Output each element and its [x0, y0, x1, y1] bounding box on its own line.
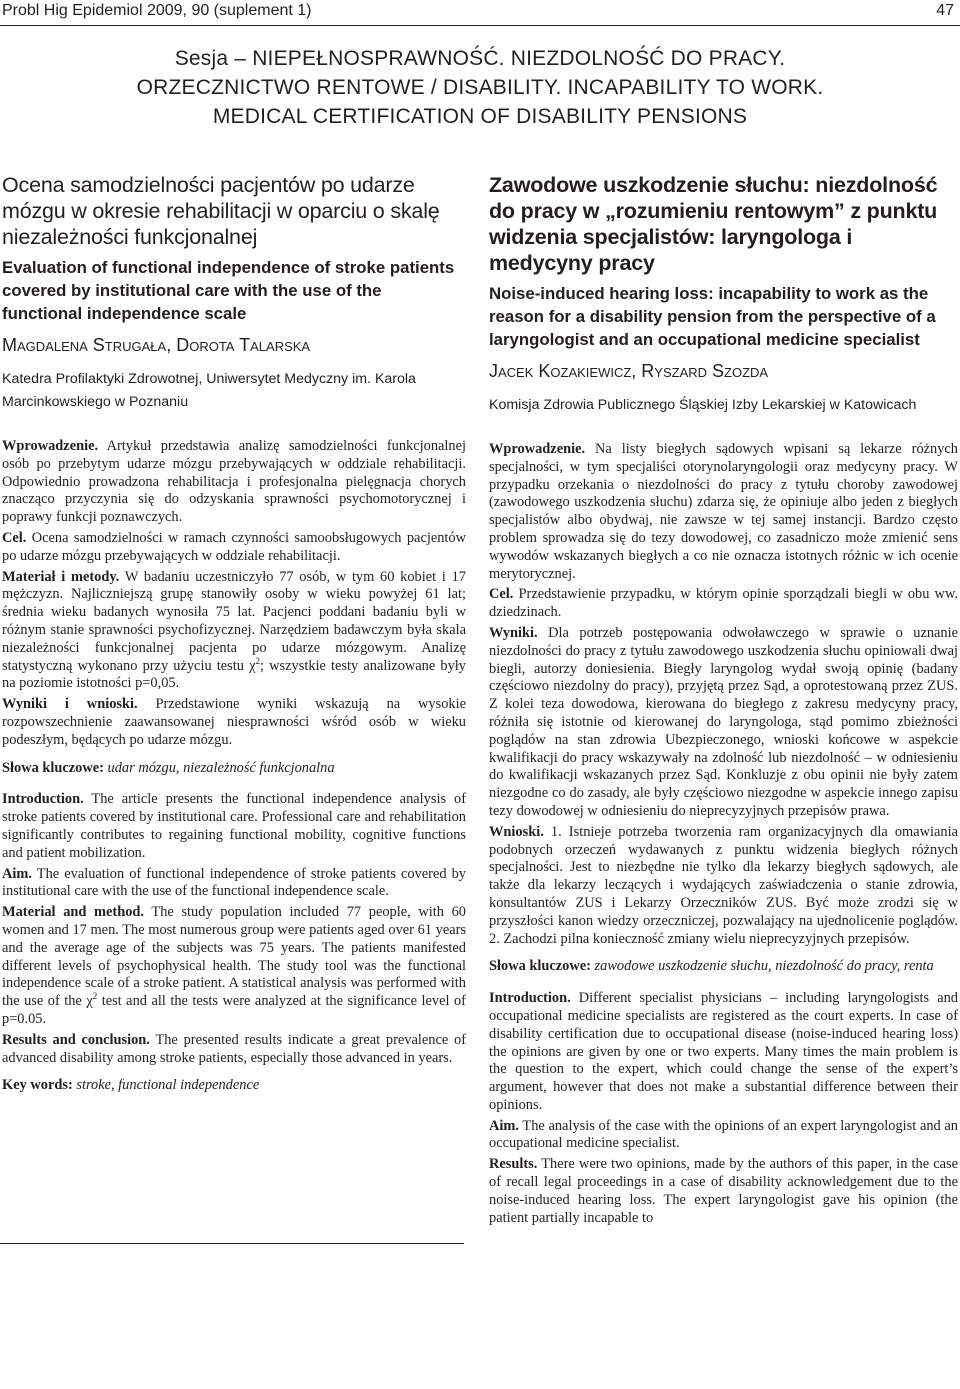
left-en-intro-text: The article presents the functional independence analysis of stroke patients covered by institutional care. Professional care and rehabilitation significantly contributes to regaining functional mobility, cognitive functions and patient mobilization. — [2, 791, 466, 861]
right-abstract-pl — [489, 441, 958, 976]
journal-citation: Probl Hig Epidemiol 2009, 90 (suplement 1) — [2, 2, 312, 19]
left-pl-aim-text: Ocena samodzielności w ramach czynności samoobsługowych pacjentów po udarze mózgu przebywających w oddziale rehabilitacji. — [2, 529, 466, 564]
right-pl-aim — [489, 586, 958, 622]
page-number: 47 — [936, 2, 954, 19]
right-en-aim-lead: Aim. — [489, 1117, 519, 1134]
left-pl-results-text: Przedstawione wyniki wskazują na wysokie rozpowszechnienie zaawansowanej niesprawności wśród osób w wieku podeszłym, będących po udarze mózgu. — [2, 696, 466, 748]
left-pl-method-lead: Materiał i metody. — [2, 568, 120, 585]
abstract-end-rule — [0, 1243, 464, 1244]
left-pl-method-text-a: W badaniu uczestniczyło 77 osób, w tym 60 kobiet i 17 mężczyzn. Najliczniejszą grupę stanowiły osoby w wieku powyżej 61 lat; średnia wieku badanych wynosiła 75 lat. Pacjenci poddani badaniu byli w różnym stanie sprawności psychofizycznej. Narzędziem badawczym była skala niezależności funkcjonalnej pacjenta po udarze mózgowym. Analizę statystyczną wykonano przy użyciu testu — [2, 568, 466, 674]
chi-exponent: 2 — [255, 655, 260, 666]
left-en-method-lead: Material and method. — [2, 904, 145, 921]
left-title-pl: Ocena samodzielności pacjentów po udarze mózgu w okresie rehabilitacji w oparciu o skalę niezależności funkcjonalnej — [2, 173, 440, 249]
right-pl-concl-lead: Wnioski. — [489, 823, 544, 840]
right-abstract — [489, 172, 958, 1230]
chi-symbol: χ — [86, 993, 93, 1010]
right-pl-intro-lead: Wprowadzenie. — [489, 441, 586, 457]
left-pl-aim-lead: Cel. — [2, 529, 27, 546]
left-pl-intro — [2, 438, 466, 527]
right-en-intro — [489, 990, 958, 1115]
right-pl-conclusions — [489, 824, 958, 949]
session-line-2: ORZECZNICTWO RENTOWE / DISABILITY. INCAPABILITY TO WORK. — [136, 76, 824, 99]
right-pl-results-text: Dla potrzeb postępowania odwoławczego w sprawie o uznanie niezdolności do pracy z tytułu zawodowego uszkodzenia słuchu opiniowali dwaj biegli, autorzy doniesienia. Biegły laryngolog wydał swoją opinię (badany częściowo niezdolny do pracy), przyjętą przez Sąd, a oprotestowaną przez ZUS. Z kolei teza dowodowa, kierowana do biegłego z zakresu medycyny pracy, różniła się istotnie od kierowanej do laryngologa, stąd pomimo zbieżności poglądów na stan zdrowia Ubezpieczonego, wnioski końcowe w aspekcie kwalifikacji do pracy wskazywały na zdolność lub niezdolność – w odniesieniu do kwalifikacji wskazanych przez Sąd. Konkluzje z obu opinii nie były zatem niezgodne co do zasady, ale były częściowo niezgodne w aspekcie innego zapisu tezy dowodowej w odniesieniu do nieprecyzyjnych przepisów prawa. — [489, 624, 958, 819]
right-pl-kw-text: zawodowe uszkodzenie słuchu, niezdolność do pracy, renta — [590, 958, 934, 975]
left-pl-method — [2, 569, 466, 694]
chi-exponent: 2 — [92, 991, 98, 1002]
right-pl-intro-text: Na listy biegłych sądowych wpisani są lekarze różnych specjalności, w tym specjaliści otorynolaryngologii oraz medycyny pracy. W przypadku orzekania o niezdolności do pracy z tytułu choroby zawodowej (zawodowego uszkodzenia słuchu) zdarza się, że opiniuje albo jeden z biegłych specjalistów albo obydwaj, nie zawsze w tej samej instancji. Bardzo często problem sprowadza się do tezy dowodowej, co zasadniczo może zmienić sens wywodów wskazanych biegłych a co nie oznacza istotnych różnic w ich ocenie merytorycznej. — [489, 441, 958, 582]
left-pl-method-text-b: ; wszystkie testy analizowane były na poziomie istotności p=0,05. — [2, 657, 466, 692]
left-pl-kw-text: udar mózgu, niezależność funkcjonalna — [103, 759, 335, 776]
left-en-aim-text: The evaluation of functional independence of stroke patients covered by institutional care with the use of the functional independence scale. — [2, 865, 466, 900]
left-en-intro — [2, 791, 466, 862]
right-pl-aim-lead: Cel. — [489, 586, 514, 603]
right-authors: Jacek Kozakiewicz, Ryszard Szozda — [489, 361, 769, 381]
left-en-method — [2, 904, 466, 1029]
chi-symbol: χ — [249, 657, 256, 674]
session-line-3: MEDICAL CERTIFICATION OF DISABILITY PENSIONS — [212, 105, 748, 128]
left-en-intro-lead: Introduction. — [2, 791, 84, 808]
right-pl-results — [489, 625, 958, 821]
right-affiliation: Komisja Zdrowia Publicznego Śląskiej Izby Lekarskiej w Katowicach — [489, 397, 917, 413]
right-pl-results-lead: Wyniki. — [489, 624, 538, 641]
left-authors: Magdalena Strugała, Dorota Talarska — [2, 335, 311, 355]
right-title-pl: Zawodowe uszkodzenie słuchu: niezdolność do pracy w „rozumieniu rentowym” z punktu widzenia specjalistów: laryngologa i medycyny pracy — [489, 173, 938, 275]
session-prefix: Sesja – — [174, 47, 253, 70]
right-en-intro-lead: Introduction. — [489, 990, 571, 1007]
left-abstract-en — [2, 791, 466, 1095]
right-en-aim — [489, 1118, 958, 1154]
left-en-kw-text: stroke, functional independence — [72, 1077, 260, 1094]
right-en-results-text: There were two opinions, made by the authors of this paper, in the case of recall legal proceedings in a case of disability acknowledgement due to the noise-induced hearing loss. The expert laryngologist gave his opinion (the patient partially incapable to — [489, 1156, 958, 1226]
right-pl-kw-lead: Słowa kluczowe: — [489, 958, 591, 975]
session-title — [0, 44, 960, 131]
right-en-results — [489, 1156, 958, 1227]
left-pl-results — [2, 696, 466, 749]
running-header — [0, 0, 960, 26]
session-line-1-text: NIEPEŁNOSPRAWNOŚĆ. NIEZDOLNOŚĆ DO PRACY. — [252, 47, 786, 70]
session-line-1 — [0, 44, 960, 73]
right-abstract-en — [489, 990, 958, 1227]
left-en-method-text-a: The study population included 77 people, with 60 women and 17 men. The most numerous group were patients aged over 61 years and the average age of the subjects was 75 years. The patients manifested different levels of psychophysical health. The study tool was the functional independence scale of a stroke patient. A statistical analysis was performed with the use of the — [2, 904, 466, 1010]
right-pl-intro — [489, 441, 958, 583]
left-en-keywords — [2, 1077, 466, 1095]
left-title-en: Evaluation of functional independence of stroke patients covered by institutional care with the use of the functional independence scale — [2, 258, 455, 323]
left-affiliation: Katedra Profilaktyki Zdrowotnej, Uniwersytet Medyczny im. Karola Marcinkowskiego w Poznaniu — [2, 371, 416, 410]
right-title-en: Noise-induced hearing loss: incapability to work as the reason for a disability pension from the perspective of a laryngologist and an occupational medicine specialist — [489, 284, 936, 349]
left-abstract — [2, 172, 466, 1098]
left-en-aim-lead: Aim. — [2, 865, 32, 882]
left-pl-keywords — [2, 760, 466, 778]
left-en-results-text: The presented results indicate a great prevalence of advanced disability among stroke patients, especially those advanced in years. — [2, 1031, 466, 1066]
left-en-aim — [2, 866, 466, 902]
right-pl-aim-text: Przedstawienie przypadku, w którym opinie sporządzali biegli w obu ww. dziedzinach. — [489, 586, 958, 621]
right-pl-keywords — [489, 958, 958, 976]
left-en-results-lead: Results and conclusion. — [2, 1031, 150, 1048]
left-pl-intro-text: Artykuł przedstawia analizę samodzielności funkcjonalnej osób po przebytym udarze mózgu przebywających w oddziale rehabilitacji. Odpowiednio prowadzona rehabilitacja i profesjonalna pielęgnacja chorych znacząco przyczynia się do odzyskania sprawności psychomotorycznej i poprawy funkcji poznawczych. — [2, 438, 466, 526]
right-en-intro-text: Different specialist physicians – including laryngologists and occupational medicine specialists are registered as the court experts. In case of disability certification due to occupational disease (noise-induced hearing loss) the opinions are given by one or two experts. Many times the main problem is the question to the expert, which could change the sense of the expert’s argument, however that does not make a substantial difference between their opinions. — [489, 990, 958, 1113]
left-pl-intro-lead: Wprowadzenie. — [2, 438, 99, 454]
right-en-aim-text: The analysis of the case with the opinions of an expert laryngologist and an occupational medicine specialist. — [489, 1117, 958, 1152]
left-en-method-text-b: test and all the tests were analyzed at the significance level of p=0.05. — [2, 993, 466, 1027]
left-en-results — [2, 1032, 466, 1068]
left-pl-kw-lead: Słowa kluczowe: — [2, 759, 104, 776]
left-abstract-pl — [2, 438, 466, 777]
right-en-results-lead: Results. — [489, 1156, 538, 1173]
left-pl-aim — [2, 530, 466, 566]
left-pl-results-lead: Wyniki i wnioski. — [2, 696, 138, 713]
left-en-kw-lead: Key words: — [2, 1077, 73, 1094]
right-pl-concl-text: 1. Istnieje potrzeba tworzenia ram organizacyjnych dla omawiania podobnych orzeczeń wydawanych z punktu widzenia biegłych różnych specjalności. Jest to niezbędne nie tylko dla lekarzy biegłych sądowych, ale także dla lekarzy leczących i wydających zaświadczenia o stanie zdrowia, konsultantów ZUS i Lekarzy Orzeczników ZUS. Być może zrodzi się w przyszłości kanon wiedzy orzeczniczej, pozwalający na ujednolicenie poglądów. 2. Zachodzi pilna konieczność zmiany wielu nieprecyzyjnych przepisów. — [489, 823, 958, 947]
